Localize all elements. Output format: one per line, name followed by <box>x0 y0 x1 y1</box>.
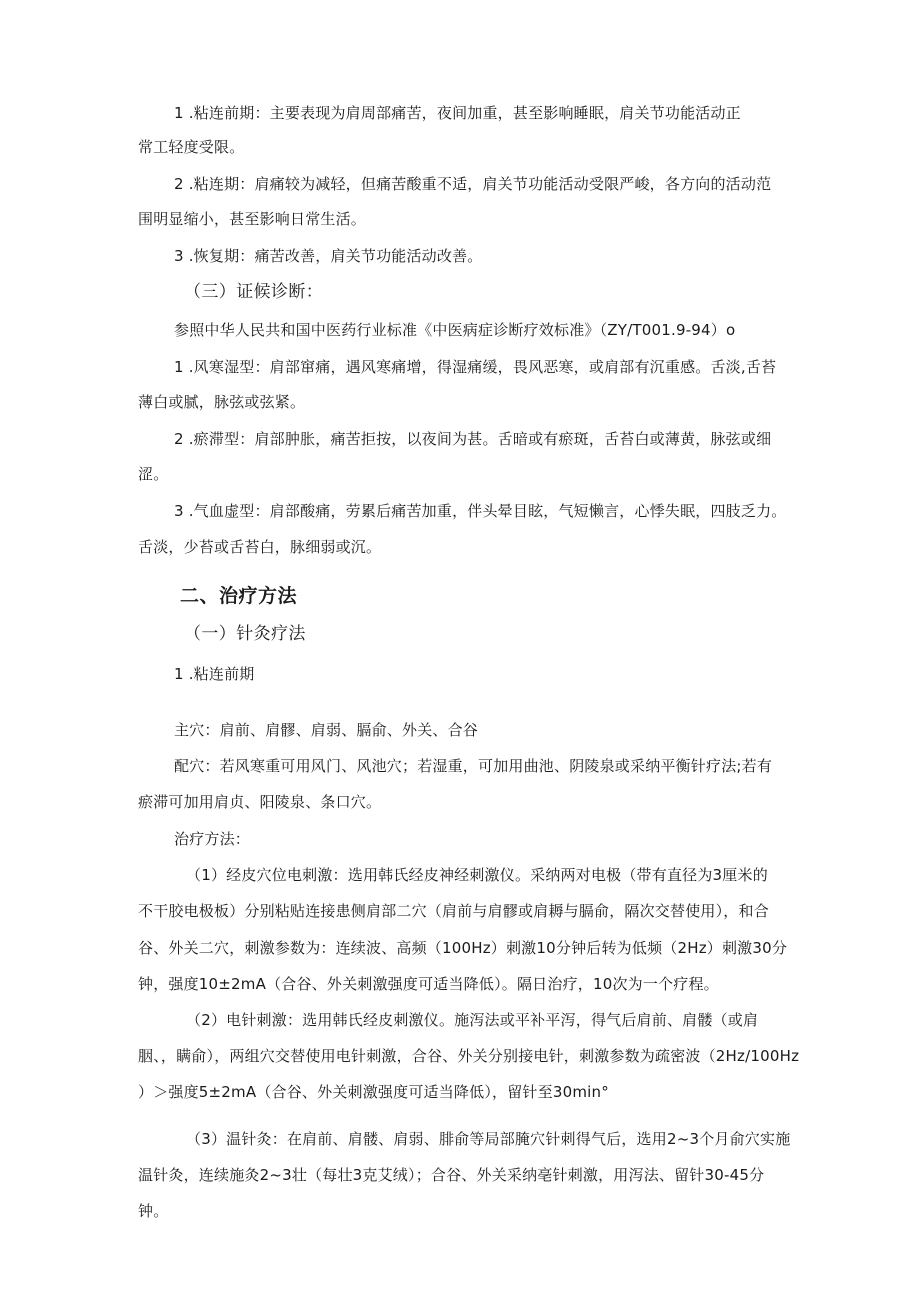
method-3-line-3: 钟。 <box>138 1202 169 1220</box>
acupuncture-subheading: （一）针灸疗法 <box>184 624 306 644</box>
method-1-line-1: （1）经皮穴位电刺激：选用韩氏经皮神经刺激仪。采纳两对电极（带有直径为3厘米的 <box>186 866 768 884</box>
syndrome-type-3-line-1: 3 .气血虚型：肩部酸痛，劳累后痛苦加重，伴头晕目眩，气短懒言，心悸失眠，四肢乏力。 <box>174 502 787 520</box>
stage-1-line-1: 1 .粘连前期：主要表现为肩周部痛苦，夜间加重，甚至影响睡眠，肩关节功能活动正 <box>174 104 741 122</box>
treatment-stage-1-label: 1 .粘连前期 <box>174 665 255 683</box>
syndrome-type-1-line-2: 薄白或腻，脉弦或弦紧。 <box>138 393 306 411</box>
stage-2-line-1: 2 .粘连期：肩痛较为减轻，但痛苦酸重不适，肩关节功能活动受限严峻，各方向的活动范 <box>174 175 772 193</box>
method-2-line-1: （2）电针刺激：选用韩氏经皮刺激仪。施泻法或平补平泻，得气后肩前、肩髅（或肩 <box>186 1011 759 1029</box>
method-1-line-3: 谷、外关二穴，刺激参数为：连续波、高频（100Hz）刺激10分钟后转为低频（2Hz）刺激30分 <box>138 939 788 957</box>
syndrome-reference: 参照中华人民共和国中医药行业标准《中医病症诊断疗效标准》（ZY/T001.9-94）o <box>174 321 736 339</box>
syndrome-type-2-line-2: 涩。 <box>138 465 169 483</box>
method-1-line-2: 不干胶电极板）分别粘贴连接患侧肩部二穴（肩前与肩髎或肩耨与膈俞，隔次交替使用），和合 <box>138 902 769 920</box>
aux-points-line-2: 瘀滞可加用肩贞、阳陵泉、条口穴。 <box>138 793 382 811</box>
stage-2-line-2: 围明显缩小，甚至影响日常生活。 <box>138 210 367 228</box>
method-3-line-1: （3）温针灸：在肩前、肩髅、肩弱、腓俞等局部腌穴针刺得气后，选用2~3个月俞穴实施 <box>186 1130 791 1148</box>
syndrome-type-3-line-2: 舌淡，少苔或舌苔白，脉细弱或沉。 <box>138 538 382 556</box>
stage-1-line-2: 常工轻度受限。 <box>138 138 245 156</box>
stage-3-line-1: 3 .恢复期：痛苦改善，肩关节功能活动改善。 <box>174 247 483 265</box>
method-2-line-2: 胭、，瞒俞），两组穴交替使用电针刺激，合谷、外关分别接电针，刺激参数为疏密波（2Hz/100Hz <box>138 1047 800 1065</box>
treatment-heading: 二、治疗方法 <box>180 585 298 607</box>
aux-points-line-1: 配穴：若风寒重可用风门、风池穴；若湿重，可加用曲池、阴陵泉或采纳平衡针疗法;若有 <box>174 757 773 775</box>
method-label: 治疗方法： <box>174 830 251 848</box>
method-2-line-3: ）＞强度5±2mA（合谷、外关刺激强度可适当降低），留针至30min° <box>138 1083 609 1101</box>
method-3-line-2: 温针灸，连续施灸2~3壮（每壮3克艾绒）；合谷、外关采纳亳针刺激，用泻法、留针30-45分 <box>138 1166 765 1184</box>
method-1-line-4: 钟，强度10±2mA（合谷、外关刺激强度可适当降低）。隔日治疗，10次为一个疗程。 <box>138 975 719 993</box>
syndrome-heading: （三）证候诊断： <box>184 282 324 302</box>
main-points: 主穴：肩前、肩髎、肩弱、膈俞、外关、合谷 <box>174 721 479 739</box>
syndrome-type-1-line-1: 1 .风寒湿型：肩部窜痛，遇风寒痛增，得湿痛缓，畏风恶寒，或肩部有沉重感。舌淡,舌苔 <box>174 358 777 376</box>
syndrome-type-2-line-1: 2 .瘀滞型：肩部肿胀，痛苦拒按，以夜间为甚。舌暗或有瘀斑，舌苔白或薄黄，脉弦或细 <box>174 430 772 448</box>
